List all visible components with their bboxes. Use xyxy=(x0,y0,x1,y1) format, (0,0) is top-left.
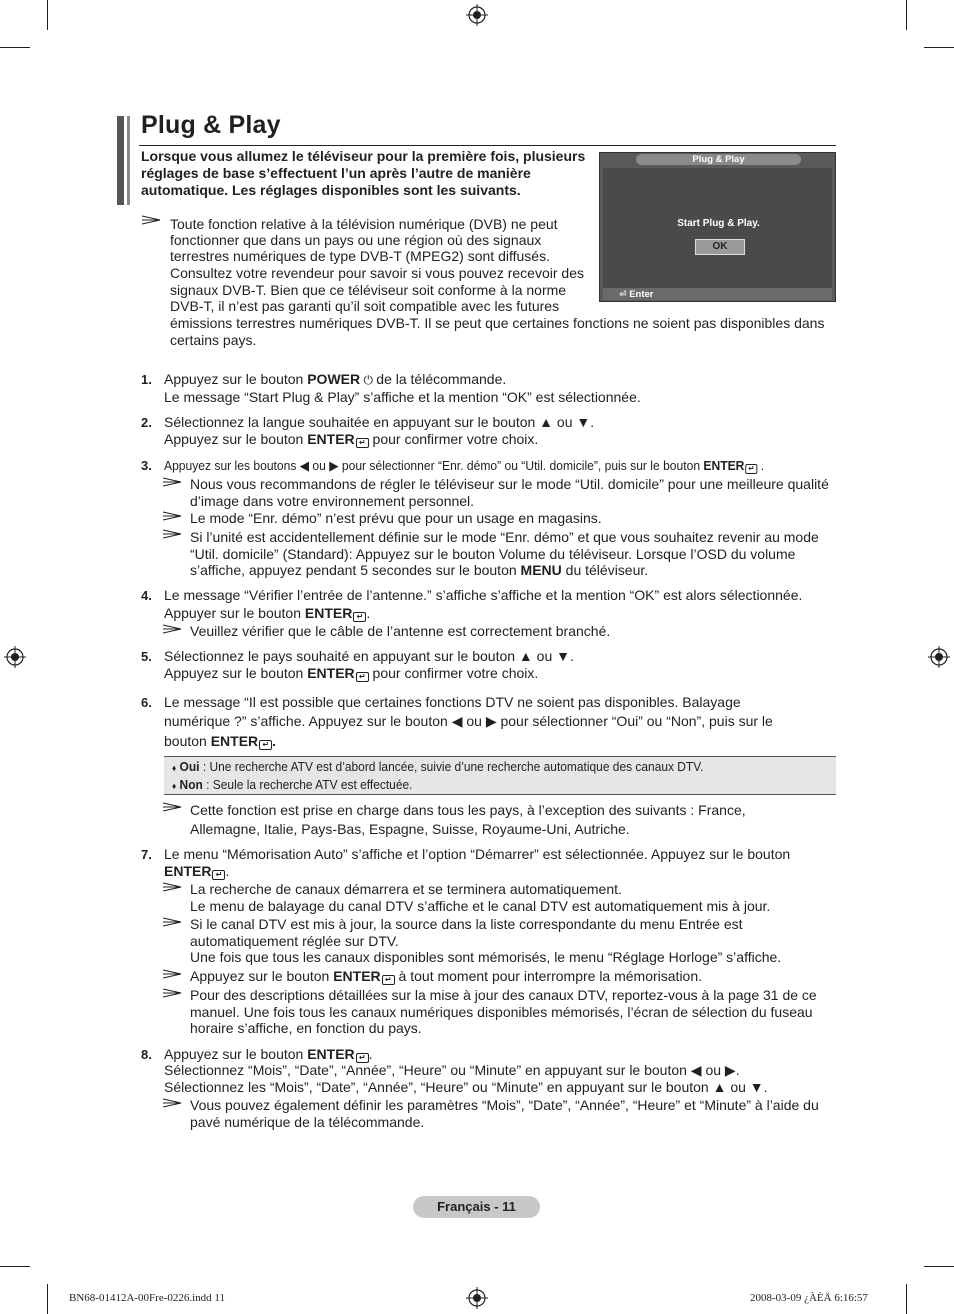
osd-ok-button: OK xyxy=(695,239,745,255)
step-number: 7. xyxy=(141,847,152,862)
note-arrow-icon xyxy=(162,511,182,521)
step-number: 6. xyxy=(141,695,152,710)
registration-mark-icon xyxy=(466,4,488,26)
step-line: Appuyez sur le bouton POWER ⏻ de la télécommande. xyxy=(164,371,507,387)
enter-icon: ↵ xyxy=(353,612,366,622)
intro-note-line: Consultez votre revendeur pour savoir si vous pouvez recevoir des xyxy=(170,265,584,281)
step-line: Appuyez sur le bouton ENTER ↵ . xyxy=(164,1046,373,1062)
step-number: 5. xyxy=(141,649,152,664)
osd-screenshot xyxy=(599,152,836,302)
crop-mark xyxy=(0,47,30,48)
options-box xyxy=(164,756,836,795)
step-number: 4. xyxy=(141,588,152,603)
title-accent-bar xyxy=(127,116,130,205)
intro-note-line: fonctionner que dans un pays ou une région où des signaux xyxy=(170,232,542,248)
note-arrow-icon xyxy=(162,477,182,487)
enter-icon: ↵ xyxy=(212,870,225,880)
step-line: Appuyez sur le bouton ENTER ↵ pour confirmer votre choix. xyxy=(164,665,539,681)
registration-mark-icon xyxy=(928,646,950,668)
power-icon: ⏻ xyxy=(360,373,377,387)
enter-icon: ↵ xyxy=(356,1053,369,1063)
enter-icon: ↵ xyxy=(745,464,757,474)
option-oui: ♦ Oui : Une recherche ATV est d’abord lancée, suivie d’une recherche automatique des canaux DTV. xyxy=(172,759,704,774)
intro-note-line: DVB-T, il n’est pas garanti qu’il soit compatible avec les futures xyxy=(170,298,560,314)
step-number: 8. xyxy=(141,1047,152,1062)
option-non: ♦ Non : Seule la recherche ATV est effectuée. xyxy=(172,777,413,792)
step-line: Appuyez sur le bouton ENTER ↵ pour confirmer votre choix. xyxy=(164,431,539,447)
enter-icon: ↵ xyxy=(382,975,395,985)
step-line: Le message “Vérifier l’entrée de l’antenne.” s’affiche s’affiche et la mention “OK” est alors sélectionnée. xyxy=(164,587,803,603)
note-arrow-icon xyxy=(162,624,182,634)
intro-note-line: signaux DVB-T. Bien que ce téléviseur soit conforme à la norme xyxy=(170,282,567,298)
osd-message: Start Plug & Play. xyxy=(677,218,760,229)
crop-mark xyxy=(0,1266,30,1267)
step-note: Appuyez sur le bouton ENTER ↵ à tout moment pour interrompre la mémorisation. xyxy=(190,968,703,984)
slug-filename: BN68-01412A-00Fre-0226.indd 11 xyxy=(69,1292,226,1304)
slug-timestamp: 2008-03-09 ¿ÀÈÄ 6:16:57 xyxy=(750,1292,868,1304)
step-line: ENTER ↵ . xyxy=(164,863,230,879)
title-accent-bar xyxy=(117,116,124,205)
crop-mark xyxy=(906,1284,907,1314)
note-arrow-icon xyxy=(162,917,182,927)
enter-icon: ↵ xyxy=(356,672,369,682)
enter-icon: ↵ xyxy=(259,740,272,750)
note-arrow-icon xyxy=(162,529,182,539)
enter-icon: ⏎ xyxy=(619,289,627,299)
crop-mark xyxy=(924,1266,954,1267)
step-note: Si le canal DTV est mis à jour, la source dans la liste correspondante du menu Entrée est automatiquement réglée sur DTV. xyxy=(190,916,743,949)
step-line: Sélectionnez le pays souhaité en appuyant sur le bouton ▲ ou ▼. xyxy=(164,648,574,664)
note-arrow-icon xyxy=(162,1098,182,1108)
step-note: Vous pouvez également définir les paramètres “Mois”, “Date”, “Année”, “Heure” et “Minute” à l’aide du pavé numérique de la télécommande. xyxy=(190,1097,819,1130)
step-number: 1. xyxy=(141,372,152,387)
step-line: Appuyez sur les boutons ◀ ou ▶ pour sélectionner “Enr. démo” ou “Util. domicile”, puis sur le bouton ENTER ↵ . xyxy=(164,458,765,473)
step-line: Le message “Start Plug & Play” s’affiche et la mention “OK” est sélectionnée. xyxy=(164,389,641,405)
crop-mark xyxy=(47,1284,48,1314)
registration-mark-icon xyxy=(466,1287,488,1309)
step-note: Veuillez vérifier que le câble de l’antenne est correctement branché. xyxy=(190,623,611,639)
step-line: Appuyer sur le bouton ENTER ↵ . xyxy=(164,605,371,621)
intro-text: Lorsque vous allumez le téléviseur pour la première fois, plusieurs réglages de base s’effectuent l’un après l’autre de manière automatique. Les réglages disponibles sont les suivants. xyxy=(141,148,586,198)
crop-mark xyxy=(47,0,48,30)
crop-mark xyxy=(924,47,954,48)
step-number: 3. xyxy=(141,458,152,473)
note-arrow-icon xyxy=(141,215,161,225)
note-arrow-icon xyxy=(162,969,182,979)
note-arrow-icon xyxy=(162,802,182,812)
intro-note-line: terrestres numériques de type DVB-T (MPEG2) sont diffusés. xyxy=(170,248,550,264)
step-line: Sélectionnez “Mois”, “Date”, “Année”, “Heure” ou “Minute” en appuyant sur le bouton ◀ ou ▶. xyxy=(164,1062,740,1078)
step-line: Le menu “Mémorisation Auto” s’affiche et l’option “Démarrer” est sélectionnée. Appuyez sur le bouton xyxy=(164,846,791,862)
step-line: bouton ENTER ↵ . xyxy=(164,733,277,749)
step-note: Pour des descriptions détaillées sur la mise à jour des canaux DTV, reportez-vous à la page 31 de ce manuel. Une fois tous les canaux numériques disponibles mémorisés, l’écran de sélection du fuseau horaire s’affiche, en fonction du pays. xyxy=(190,987,817,1037)
step-note: Nous vous recommandons de régler le téléviseur sur le mode “Util. domicile” pour une meilleure qualité d’image dans votre environnement personnel. xyxy=(190,476,829,509)
crop-mark xyxy=(906,0,907,30)
intro-note-line: Toute fonction relative à la télévision numérique (DVB) ne peut xyxy=(170,216,558,232)
step-line: Le message “Il est possible que certaines fonctions DTV ne soient pas disponibles. Balayage xyxy=(164,694,741,710)
bullet-icon: ♦ xyxy=(172,763,177,773)
note-arrow-icon xyxy=(162,882,182,892)
intro-note-tail: émissions terrestres numériques DVB-T. Il se peut que certaines fonctions ne soient pas disponibles dans certains pays. xyxy=(170,315,825,348)
osd-footer-label: Enter xyxy=(629,289,654,300)
bullet-icon: ♦ xyxy=(172,781,177,791)
step-note: Si l’unité est accidentellement définie sur le mode “Enr. démo” et que vous souhaitez revenir au mode “Util. domicile” (Standard): Appuyez sur le bouton Volume du téléviseur. Lorsque l’OSD du volume s’affiche, appuyez pendant 5 secondes sur le bouton MENU du téléviseur. xyxy=(190,529,819,579)
step-note: Le mode “Enr. démo” n’est prévu que pour un usage en magasins. xyxy=(190,510,602,526)
step-line: numérique ?” s’affiche. Appuyez sur le bouton ◀ ou ▶ pour sélectionner “Oui” ou “Non”, puis sur le xyxy=(164,713,773,729)
page-number-badge: Français - 11 xyxy=(413,1196,540,1218)
page-title: Plug & Play xyxy=(141,111,281,139)
osd-header: Plug & Play xyxy=(636,154,801,165)
step-line: Sélectionnez la langue souhaitée en appuyant sur le bouton ▲ ou ▼. xyxy=(164,414,595,430)
note-arrow-icon xyxy=(162,988,182,998)
step-note: Une fois que tous les canaux disponibles sont mémorisés, le menu “Réglage Horloge” s’affiche. xyxy=(190,949,782,965)
title-rule xyxy=(139,145,836,146)
registration-mark-icon xyxy=(4,646,26,668)
osd-footer xyxy=(603,288,832,300)
step-note: Le menu de balayage du canal DTV s’affiche et le canal DTV est automatiquement mis à jour. xyxy=(190,898,771,914)
step-note: La recherche de canaux démarrera et se terminera automatiquement. xyxy=(190,881,622,897)
step-line: Sélectionnez les “Mois”, “Date”, “Année”, “Heure” ou “Minute” en appuyant sur le bouton ▲ ou ▼. xyxy=(164,1079,768,1095)
step-number: 2. xyxy=(141,415,152,430)
enter-icon: ↵ xyxy=(356,438,369,448)
step-note: Cette fonction est prise en charge dans tous les pays, à l’exception des suivants : France, Allemagne, Italie, Pays-Bas, Espagne, Suisse, Royaume-Uni, Autriche. xyxy=(190,802,746,837)
